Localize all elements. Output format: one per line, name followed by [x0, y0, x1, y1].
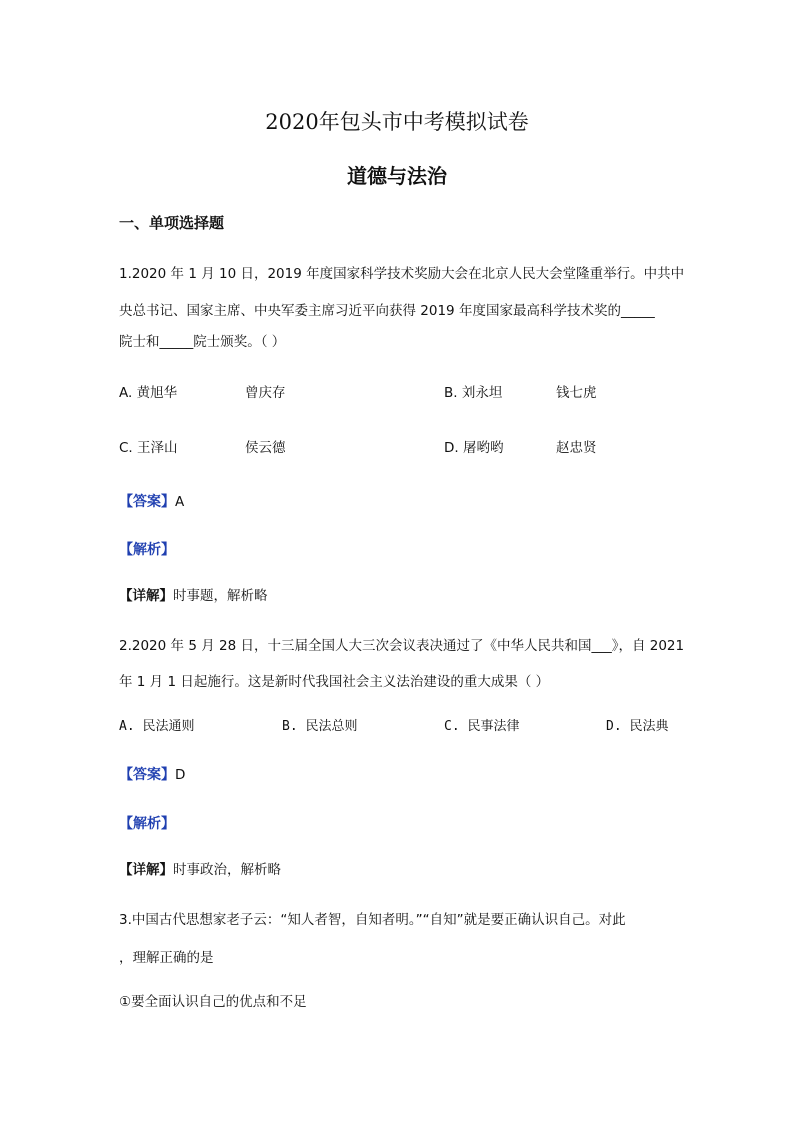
q1-option-b-second: 钱七虎: [556, 385, 597, 401]
detail-label: 【详解】: [119, 588, 173, 604]
q2-line1: 2.2020 年 5 月 28 日，十三届全国人大三次会议表决通过了《中华人民共和国___》，自 2021: [119, 638, 685, 654]
q3-line2: ，理解正确的是: [119, 950, 214, 966]
q2-option-d: D. 民法典: [606, 719, 669, 734]
q1-analysis: [119, 539, 175, 559]
analysis-label: 【解析】: [119, 542, 175, 558]
q2-answer: [119, 764, 185, 784]
q3-line1: 3.中国古代思想家老子云：“知人者智，自知者明。”“自知”就是要正确认识自己。对此: [119, 912, 626, 928]
q1-option-c-second: 侯云德: [245, 440, 286, 456]
exam-title: 2020年包头市中考模拟试卷: [265, 110, 529, 134]
q2-analysis: [119, 813, 175, 833]
q1-line3: 院士和_____院士颁奖。（ ）: [119, 334, 286, 350]
q1-answer: [119, 491, 184, 511]
q1-option-d-second: 赵忠贤: [556, 440, 597, 456]
q3-item1: ①要全面认识自己的优点和不足: [119, 994, 307, 1010]
subject-title: 道德与法治: [347, 164, 447, 188]
q1-option-d: D. 屠哟哟: [444, 440, 504, 456]
analysis-label: 【解析】: [119, 816, 175, 832]
q2-option-b: B. 民法总则: [282, 719, 358, 734]
q2-detail: [119, 858, 281, 878]
detail-text: 时事政治，解析略: [173, 862, 281, 878]
answer-label: 【答案】: [119, 494, 175, 510]
answer-value: D: [175, 767, 186, 783]
q1-line1: 1.2020 年 1 月 10 日，2019 年度国家科学技术奖励大会在北京人民大会堂隆重举行。中共中: [119, 266, 685, 282]
q1-detail: [119, 584, 268, 604]
q1-line2: 央总书记、国家主席、中央军委主席习近平向获得 2019 年度国家最高科学技术奖的_____: [119, 303, 655, 319]
section-heading: 一、单项选择题: [119, 214, 225, 232]
q1-option-c: C. 王泽山: [119, 440, 178, 456]
answer-value: A: [175, 494, 185, 510]
q2-line2: 年 1 月 1 日起施行。这是新时代我国社会主义法治建设的重大成果（ ）: [119, 674, 550, 690]
q2-option-a: A. 民法通则: [119, 719, 195, 734]
detail-label: 【详解】: [119, 862, 173, 878]
answer-label: 【答案】: [119, 767, 175, 783]
q2-option-c: C. 民事法律: [444, 719, 520, 734]
q1-option-a: A. 黄旭华: [119, 385, 178, 401]
q1-option-b: B. 刘永坦: [444, 385, 503, 401]
detail-text: 时事题，解析略: [173, 588, 268, 604]
q1-option-a-second: 曾庆存: [245, 385, 286, 401]
